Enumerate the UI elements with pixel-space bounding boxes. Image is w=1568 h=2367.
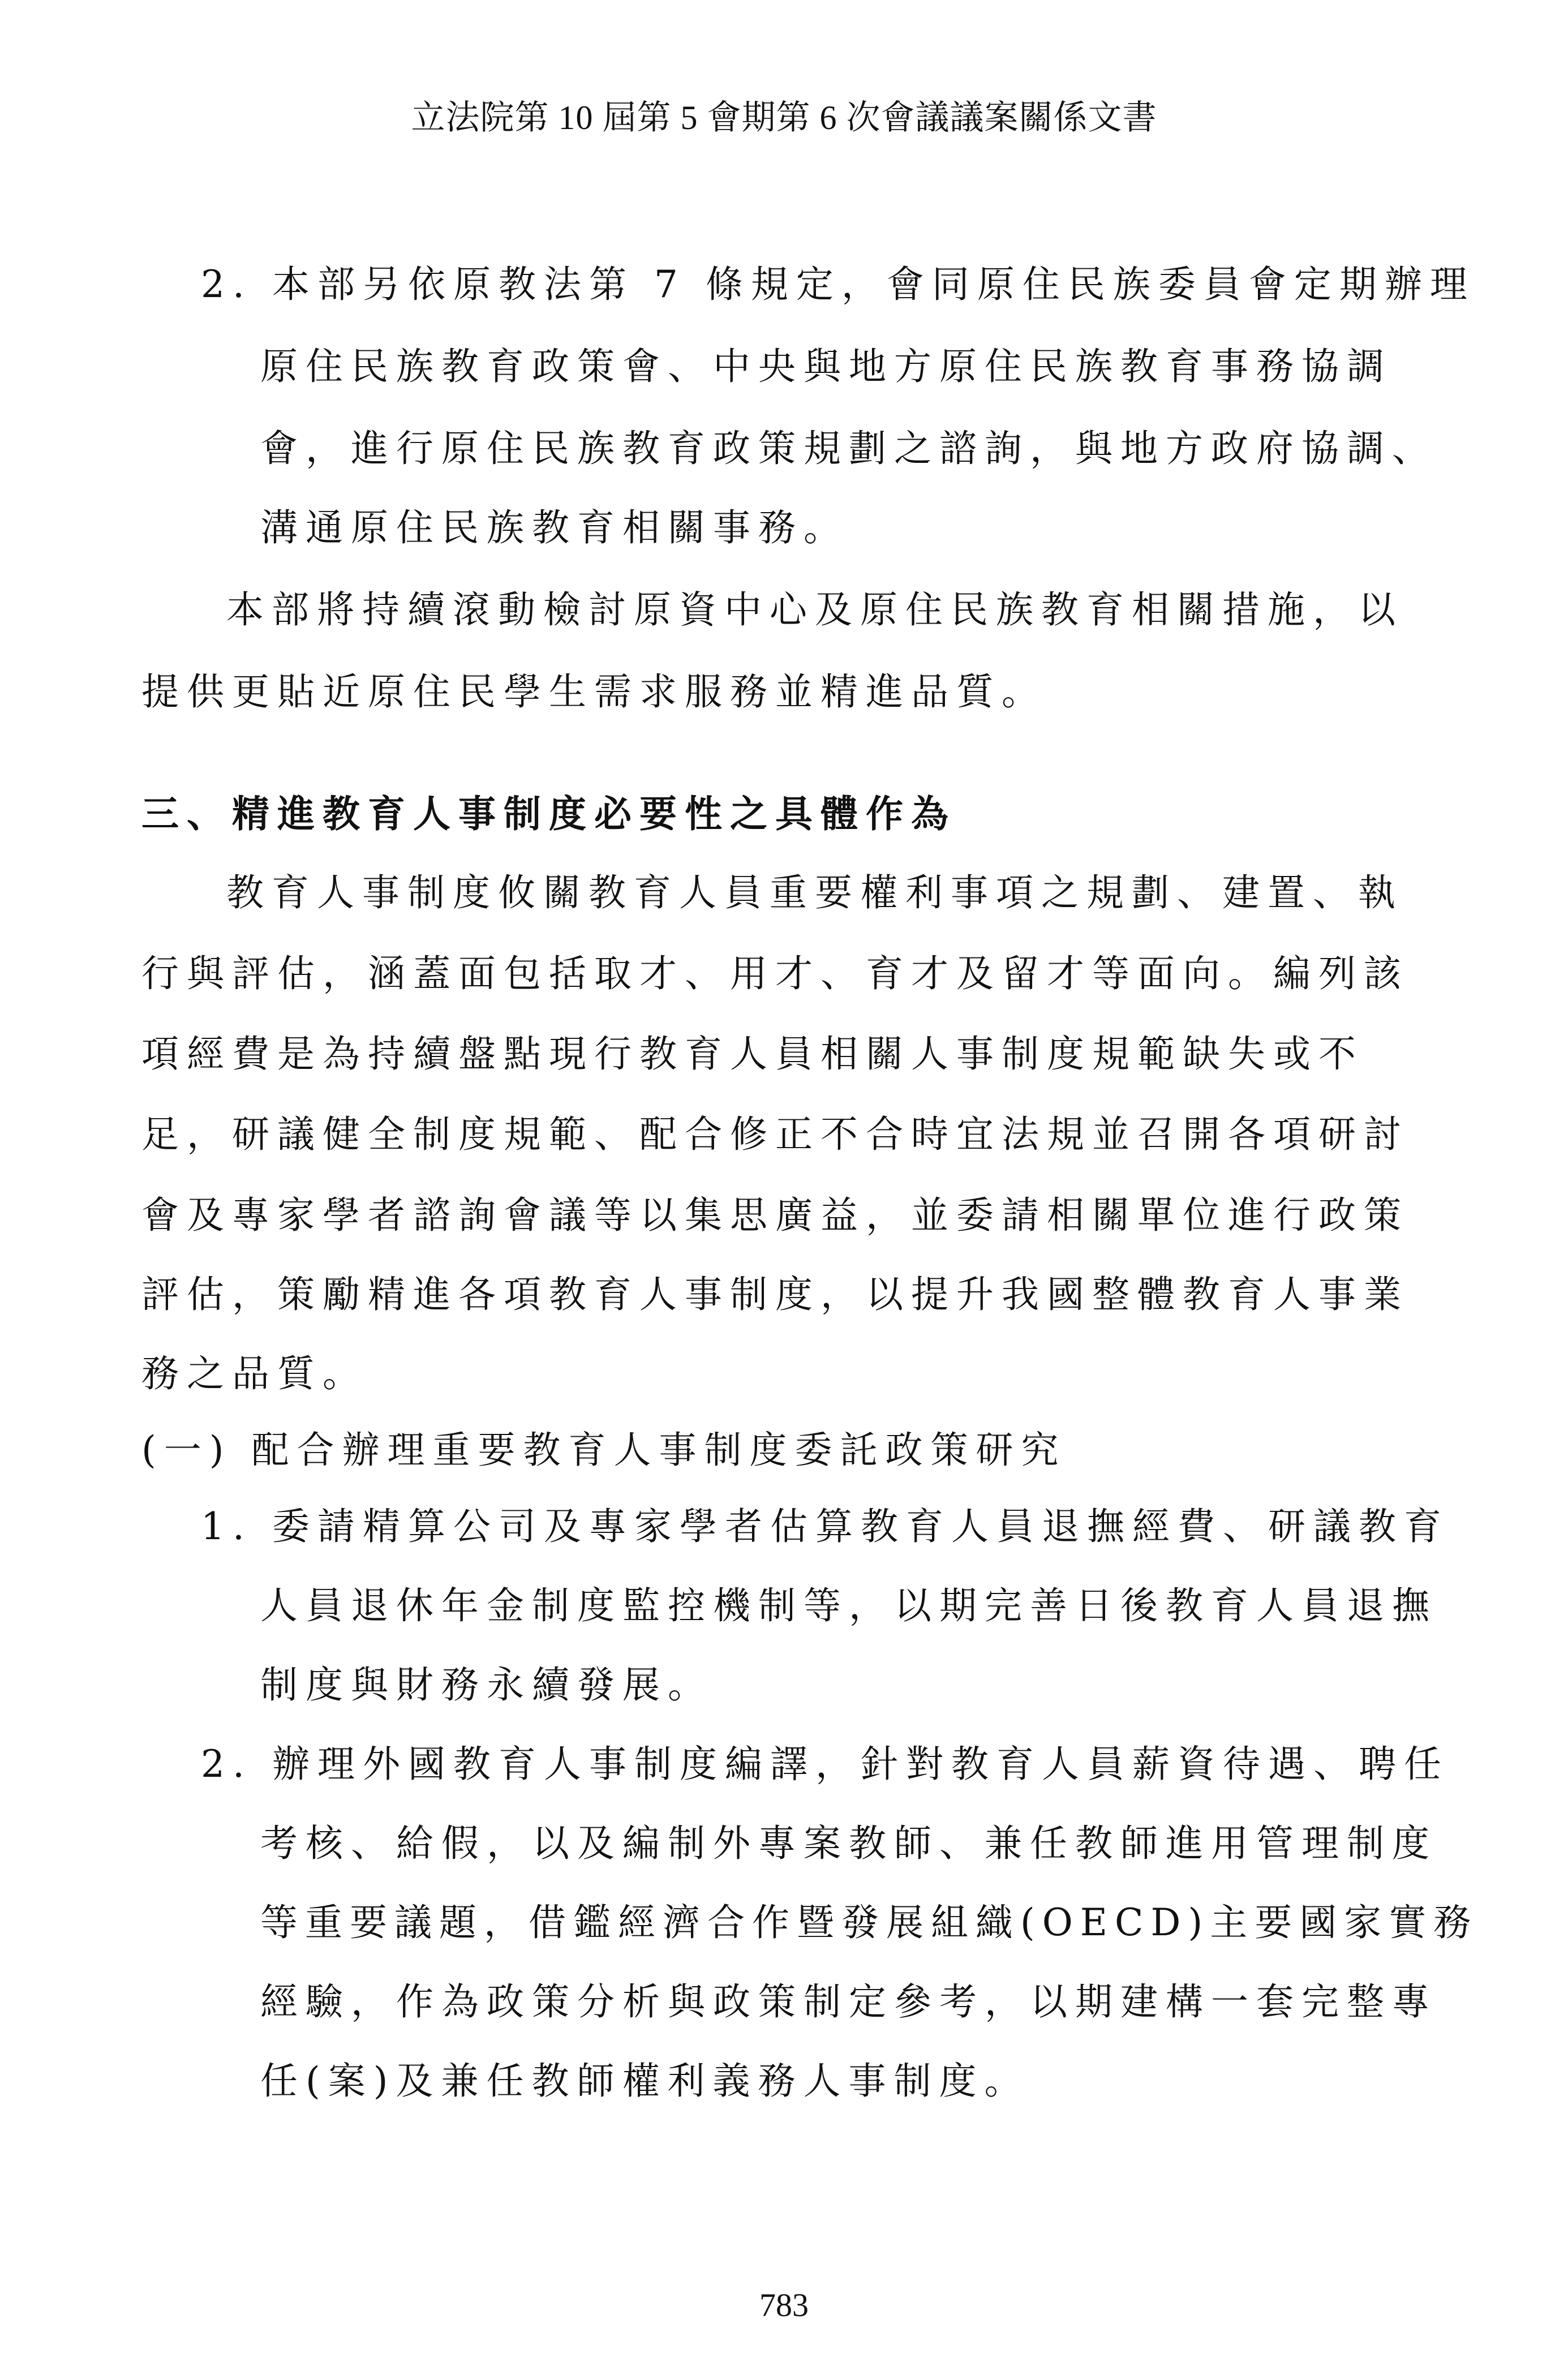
section3-body-line-3: 項經費是為持續盤點現行教育人員相關人事制度規範缺失或不 <box>141 1032 1364 1076</box>
sub1-item2-line-3: 等重要議題，借鑑經濟合作暨發展組織(OECD)主要國家實務 <box>260 1901 1479 1944</box>
page-number: 783 <box>759 2287 809 2323</box>
closing-line-2: 提供更貼近原住民學生需求服務並精進品質。 <box>141 670 1047 714</box>
section3-body-line-5: 會及專家學者諮詢會議等以集思廣益，並委請相關單位進行政策 <box>141 1193 1409 1237</box>
item2-line-1: 2. 本部另依原教法第 7 條規定，會同原住民族委員會定期辦理 <box>201 263 1475 306</box>
section3-body-line-7: 務之品質。 <box>141 1352 368 1395</box>
sub1-item1-line-2: 人員退休年金制度監控機制等，以期完善日後教育人員退撫 <box>260 1584 1437 1627</box>
closing-line-1: 本部將持續滾動檢討原資中心及原住民族教育相關措施，以 <box>226 588 1403 632</box>
section3-body-line-1: 教育人事制度攸關教育人員重要權利事項之規劃、建置、執 <box>226 871 1403 914</box>
sub1-item2-line-1: 2. 辦理外國教育人事制度編譯，針對教育人員薪資待遇、聘任 <box>201 1742 1449 1786</box>
section3-body-line-2: 行與評估，涵蓋面包括取才、用才、育才及留才等面向。編列該 <box>141 952 1409 995</box>
section3-body-line-6: 評估，策勵精進各項教育人事制度，以提升我國整體教育人事業 <box>141 1273 1409 1316</box>
item2-line-2: 原住民族教育政策會、中央與地方原住民族教育事務協調 <box>260 345 1392 388</box>
item2-line-4: 溝通原住民族教育相關事務。 <box>260 506 849 549</box>
sub1-item2-line-4: 經驗，作為政策分析與政策制定參考，以期建構一套完整專 <box>260 1980 1437 2024</box>
sub1-item2-line-5: 任(案)及兼任教師權利義務人事制度。 <box>260 2059 1030 2103</box>
section3-heading: 三、精進教育人事制度必要性之具體作為 <box>141 792 956 836</box>
item2-line-3: 會，進行原住民族教育政策規劃之諮詢，與地方政府協調、 <box>260 427 1437 470</box>
document-header: 立法院第 10 屆第 5 會期第 6 次會議議案關係文書 <box>411 99 1157 136</box>
sub1-item1-line-3: 制度與財務永續發展。 <box>260 1663 713 1707</box>
section3-body-line-4: 足，研議健全制度規範、配合修正不合時宜法規並召開各項研討 <box>141 1112 1409 1156</box>
subsection-1-heading: (一) 配合辦理重要教育人事制度委託政策研究 <box>141 1428 1067 1472</box>
sub1-item2-line-2: 考核、給假，以及編制外專案教師、兼任教師進用管理制度 <box>260 1822 1437 1865</box>
sub1-item1-line-1: 1. 委請精算公司及專家學者估算教育人員退撫經費、研議教育 <box>201 1505 1449 1548</box>
